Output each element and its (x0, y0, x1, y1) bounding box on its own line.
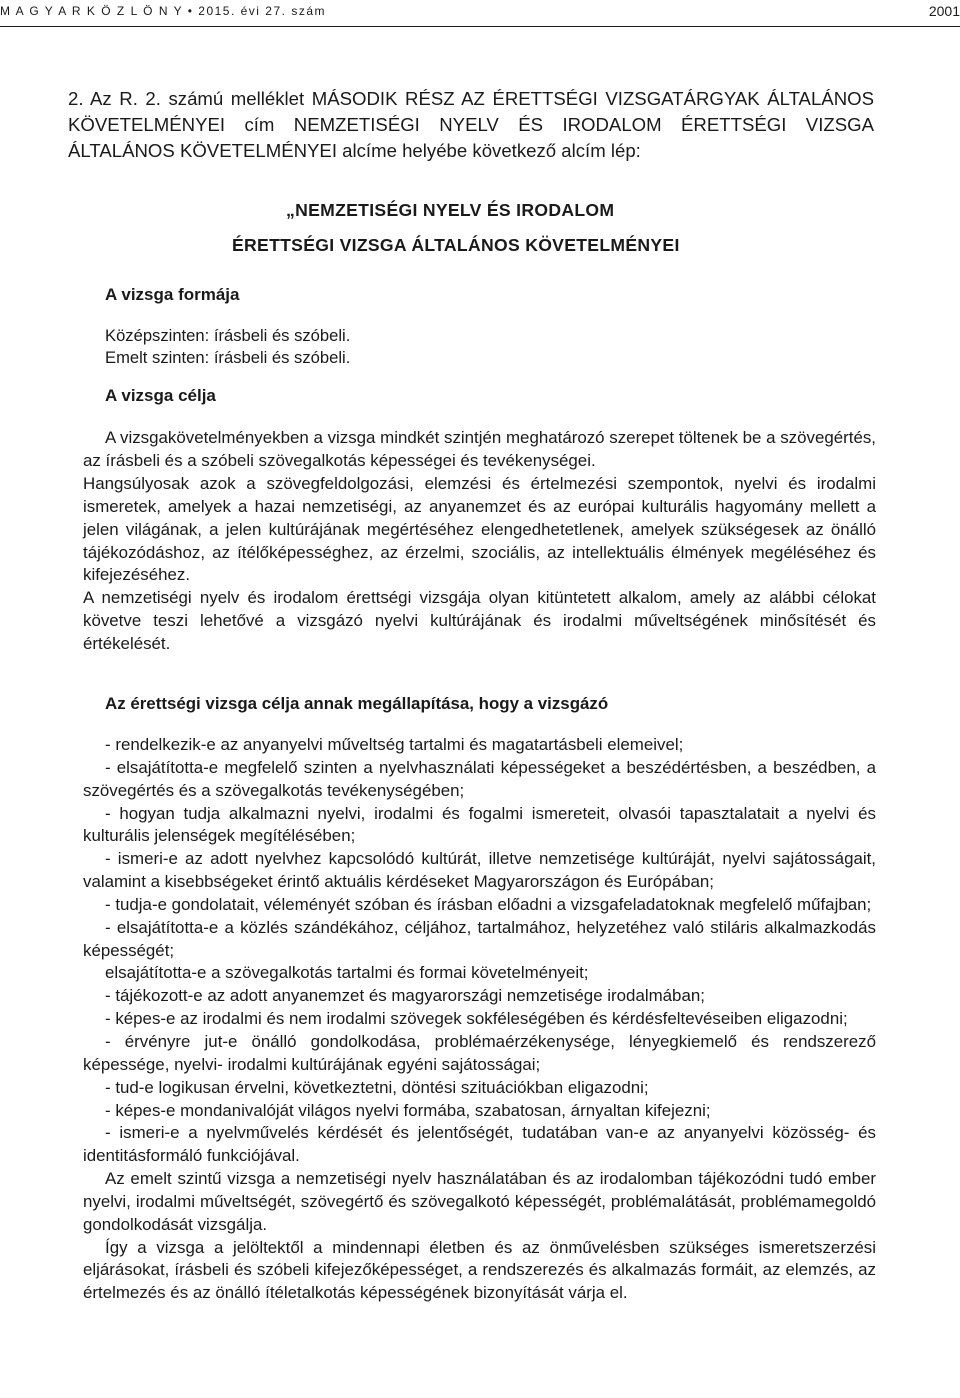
page-header (0, 0, 960, 27)
chapter-title-line-2: ÉRETTSÉGI VIZSGA ÁLTALÁNOS KÖVETELMÉNYEI (232, 235, 680, 255)
chapter-title-line-1: „NEMZETISÉGI NYELV ÉS IRODALOM (286, 200, 615, 220)
goal-paragraph: A vizsgakövetelményekben a vizsga mindkét szintjén meghatározó szerepet töltenek be a szövegértés, az írásbeli és a szóbeli szövegalkotás képességei és tevékenységei. (83, 428, 876, 470)
goal-paragraph: A nemzetiségi nyelv és irodalom érettségi vizsgája olyan kitüntetett alkalom, amely az alábbi célokat követve teszi lehetővé a vizsgázó nyelvi kultúrájának és irodalmi műveltségének minősítését és értékelését. (83, 588, 876, 654)
goal-paragraphs (83, 427, 876, 656)
list-item: - hogyan tudja alkalmazni nyelvi, irodalmi és fogalmi ismereteit, olvasói tapasztalatait a nyelvi és kulturális jelenségek megítélésében; (83, 803, 876, 846)
list-item: elsajátította-e a szövegalkotás tartalmi és formai követelményeit; (105, 963, 589, 983)
list-item: - ismeri-e a nyelvművelés kérdését és jelentőségét, tudatában van-e az anyanyelvi közösség- és identitásformáló funkciójával. (83, 1123, 876, 1166)
form-heading: A vizsga formája (105, 285, 240, 304)
list-item: Az emelt szintű vizsga a nemzetiségi nyelv használatában és az irodalomban tájékozódni tudó ember nyelvi, irodalmi műveltségét, szövegértő és szövegalkotó képességét, problémalátását, problémamegoldó gondolkodását vizsgálja. (83, 1169, 876, 1234)
goal-paragraph: Hangsúlyosak azok a szövegfeldolgozási, elemzési és értelmezési szempontok, nyelvi és irodalmi ismeretek, amelyek a hazai nemzetiségi, az anyanemzet és az európai kulturális hagyomány mellett a jelen világának, a jelen kultúrájának megértéséhez elengedhetetlenek, amelyek szükségesek az önálló tájékozódáshoz, az ítélőképességhez, az érzelmi, szociális, az intellektuális élmények megéléséhez és kifejezéséhez. (83, 473, 876, 585)
list-item: - elsajátította-e megfelelő szinten a nyelvhasználati képességeket a beszédértésben, a beszédben, a szövegértés és a szövegalkotás tevékenységében; (83, 757, 876, 800)
list-item: - tudja-e gondolatait, véleményét szóban és írásban előadni a vizsgafeladatoknak megfelelő műfajban; (105, 894, 872, 914)
list-item: - tud-e logikusan érvelni, következtetni, döntési szituációkban eligazodni; (105, 1077, 649, 1097)
goal-heading: A vizsga célja (105, 386, 216, 405)
list-item: - képes-e az irodalmi és nem irodalmi szövegek sokféleségében és kérdésfeltevéseiben eligazodni; (105, 1009, 848, 1029)
form-line-mid-level: Középszinten: írásbeli és szóbeli. (105, 326, 351, 345)
purpose-list (83, 734, 876, 1305)
list-item: - elsajátította-e a közlés szándékához, céljához, tartalmához, helyzetéhez való stiláris alkalmazkodás képességét; (83, 917, 876, 960)
purpose-heading: Az érettségi vizsga célja annak megállapítása, hogy a vizsgázó (105, 694, 609, 713)
list-item: - tájékozott-e az adott anyanemzet és magyarországi nemzetisége irodalmában; (105, 986, 705, 1006)
journal-title: M A G Y A R K Ö Z L Ö N Y • 2015. évi 27. szám (0, 4, 326, 18)
amendment-text: 2. Az R. 2. számú melléklet MÁSODIK RÉSZ AZ ÉRETTSÉGI VIZSGATÁRGYAK ÁLTALÁNOS KÖVETELMÉNYEI cím NEMZETISÉGI NYELV ÉS IRODALOM ÉRETTSÉGI VIZSGA ÁLTALÁNOS KÖVETELMÉNYEI alcíme helyébe következő alcím lép: (68, 88, 874, 161)
list-item: - képes-e mondanivalóját világos nyelvi formába, szabatosan, árnyaltan kifejezni; (105, 1100, 711, 1120)
list-item: - ismeri-e az adott nyelvhez kapcsolódó kultúrát, illetve nemzetisége kultúráját, nyelvi sajátosságait, valamint a kisebbségeket érintő aktuális kérdéseket Magyarországon és Európában; (83, 849, 876, 892)
form-line-advanced-level: Emelt szinten: írásbeli és szóbeli. (105, 348, 351, 367)
page-number: 2001 (928, 3, 960, 19)
list-item: - érvényre jut-e önálló gondolkodása, problémaérzékenysége, lényegkiemelő és rendszerező képessége, nyelvi- irodalmi kultúrájának egyéni sajátosságai; (83, 1031, 876, 1074)
list-item: - rendelkezik-e az anyanyelvi műveltség tartalmi és magatartásbeli elemeivel; (105, 735, 684, 754)
list-item: Így a vizsga a jelöltektől a mindennapi életben és az önművelésben szükséges ismeretszerzési eljárásokat, írásbeli és szóbeli kifejezőképességet, a rendszerezés és alkalmazás formáit, az elemzés, az értelmezés és az önálló ítéletalkotás képességének bizonyítását várja el. (83, 1237, 876, 1303)
